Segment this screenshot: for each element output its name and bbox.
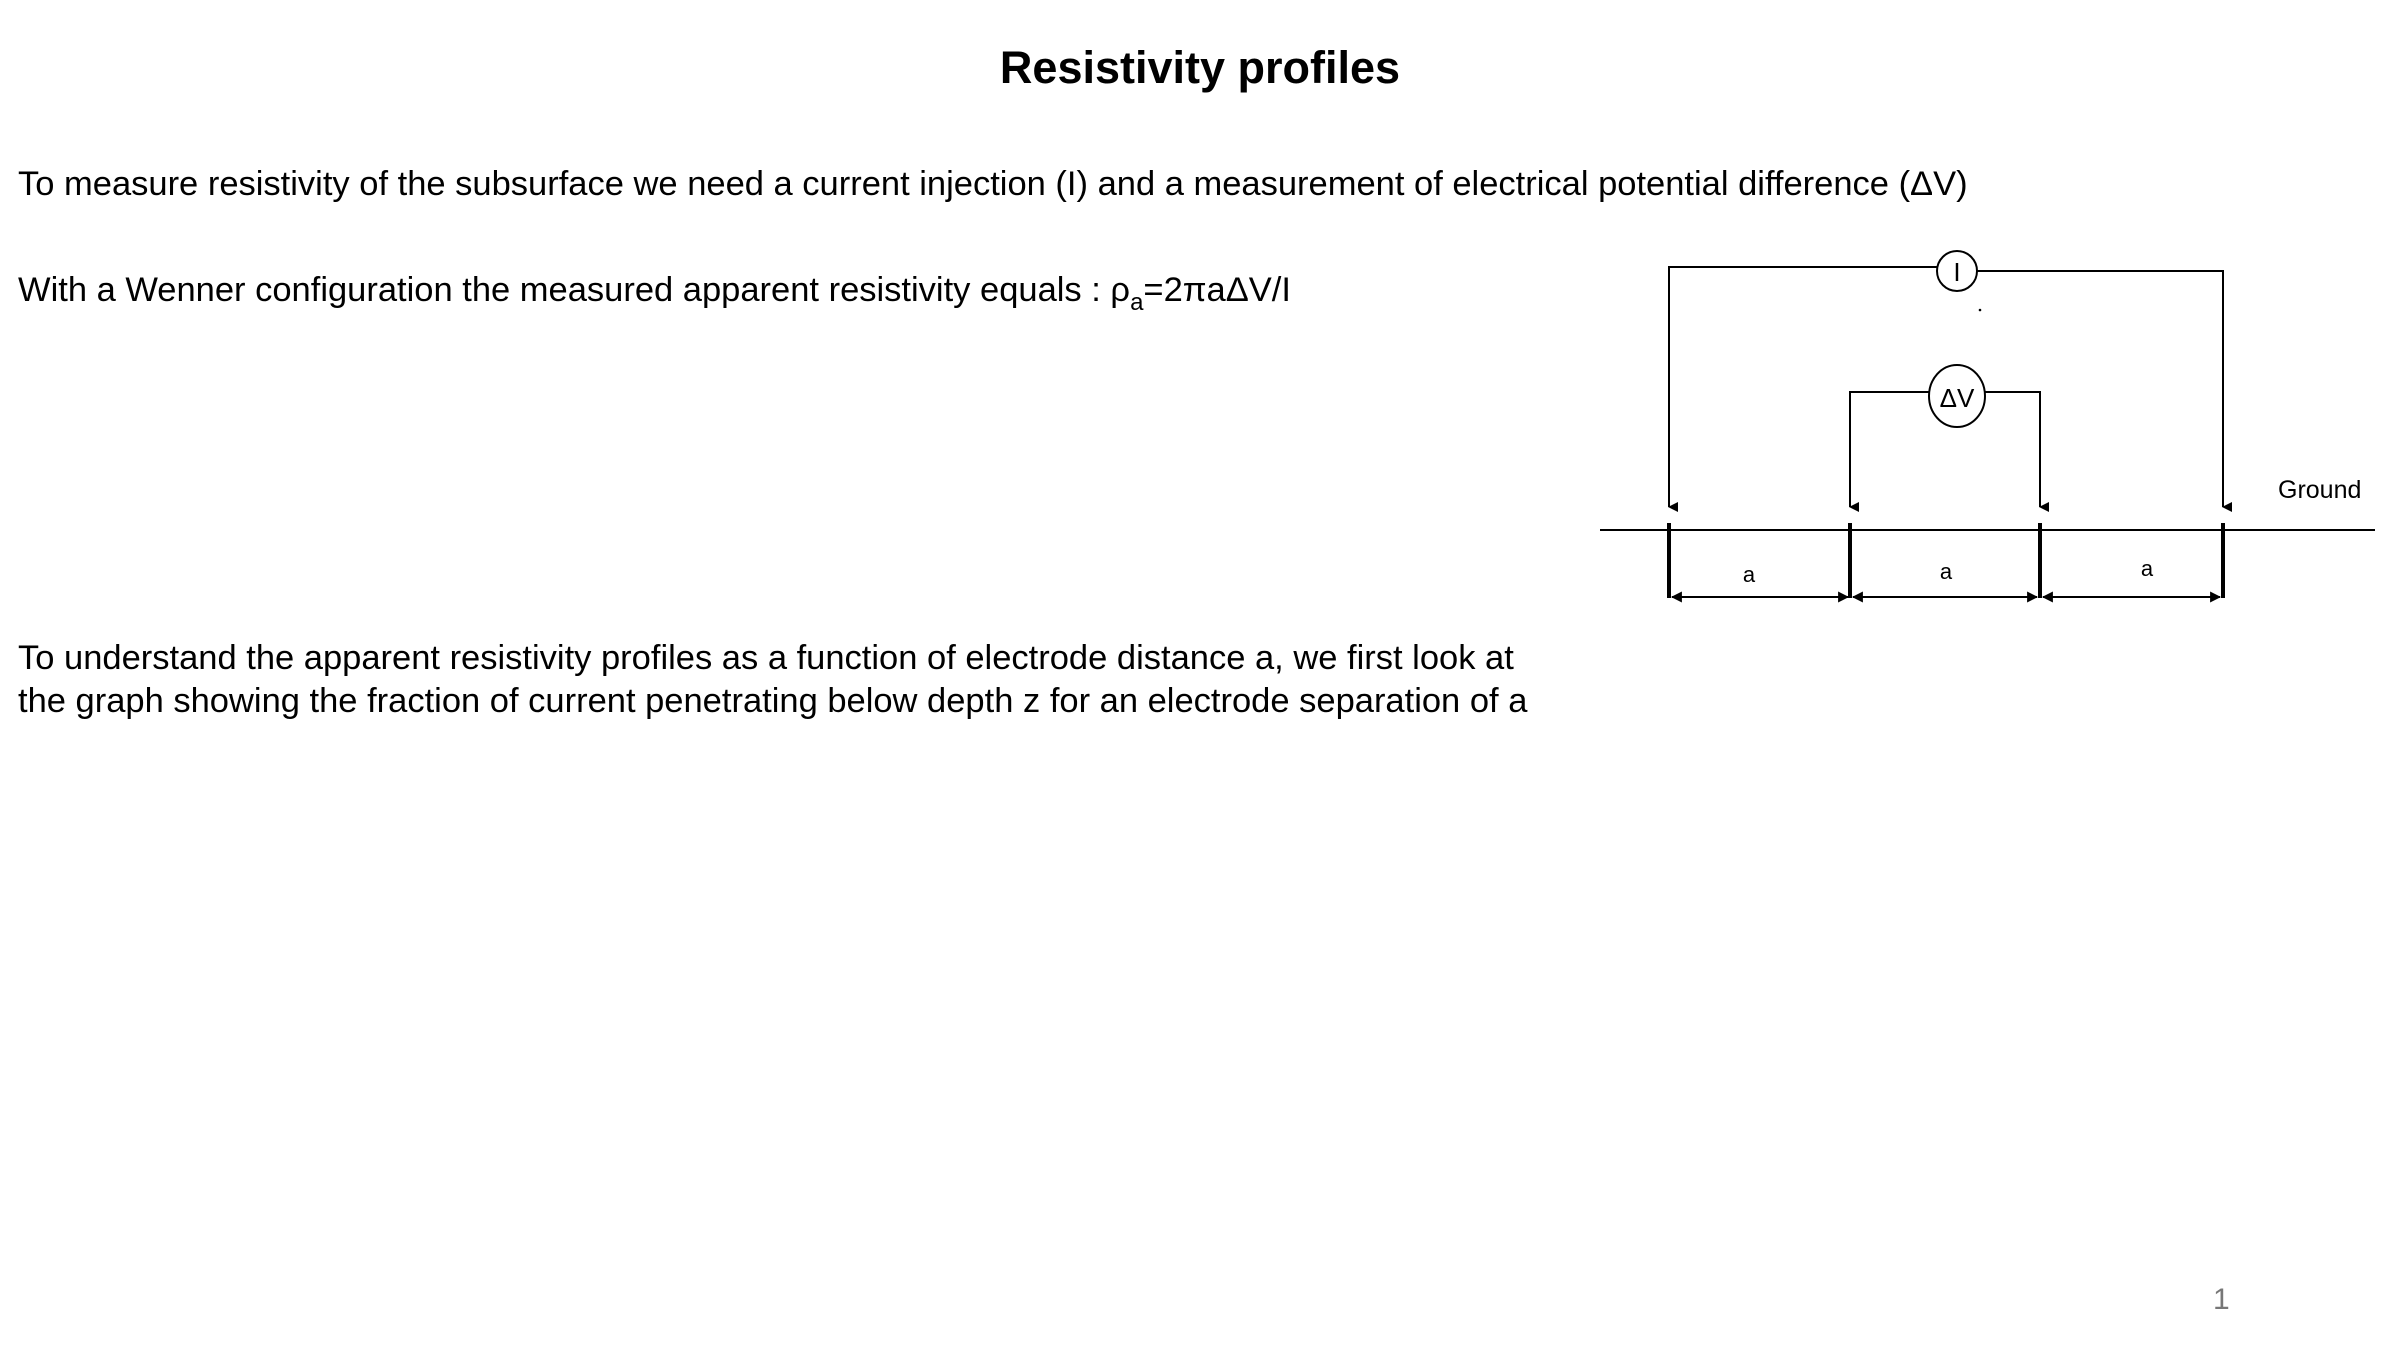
current-meter-label: I <box>1953 257 1961 287</box>
spacing-label-1: a <box>1742 562 1756 587</box>
formula-tail-text: =2πaΔV/I <box>1143 271 1291 309</box>
voltage-meter-label: ΔV <box>1939 383 1975 413</box>
rho-subscript: a <box>1130 289 1144 316</box>
spacing-label-3: a <box>2140 556 2154 581</box>
slide-number: 1 <box>2213 1283 2230 1316</box>
diagram-dot <box>1979 309 1982 312</box>
profiles-line-2: the graph showing the fraction of current penetrating below depth z for an electrode separation of a <box>18 682 1528 720</box>
current-meter <box>1937 251 1977 291</box>
wenner-formula-paragraph <box>18 269 1291 316</box>
voltage-meter <box>1929 365 1985 427</box>
ground-label: Ground <box>2278 476 2362 504</box>
wenner-array-diagram <box>1600 225 2390 625</box>
intro-paragraph: To measure resistivity of the subsurface we need a current injection (I) and a measurement of electrical potential difference (ΔV) <box>18 165 1968 203</box>
slide-title: Resistivity profiles <box>999 42 1401 93</box>
spacing-label-2: a <box>1939 559 1953 584</box>
profiles-line-1: To understand the apparent resistivity profiles as a function of electrode distance a, we first look at <box>18 639 1514 677</box>
formula-lead-text: With a Wenner configuration the measured apparent resistivity equals : ρ <box>18 271 1131 309</box>
profiles-paragraph <box>18 637 1527 723</box>
